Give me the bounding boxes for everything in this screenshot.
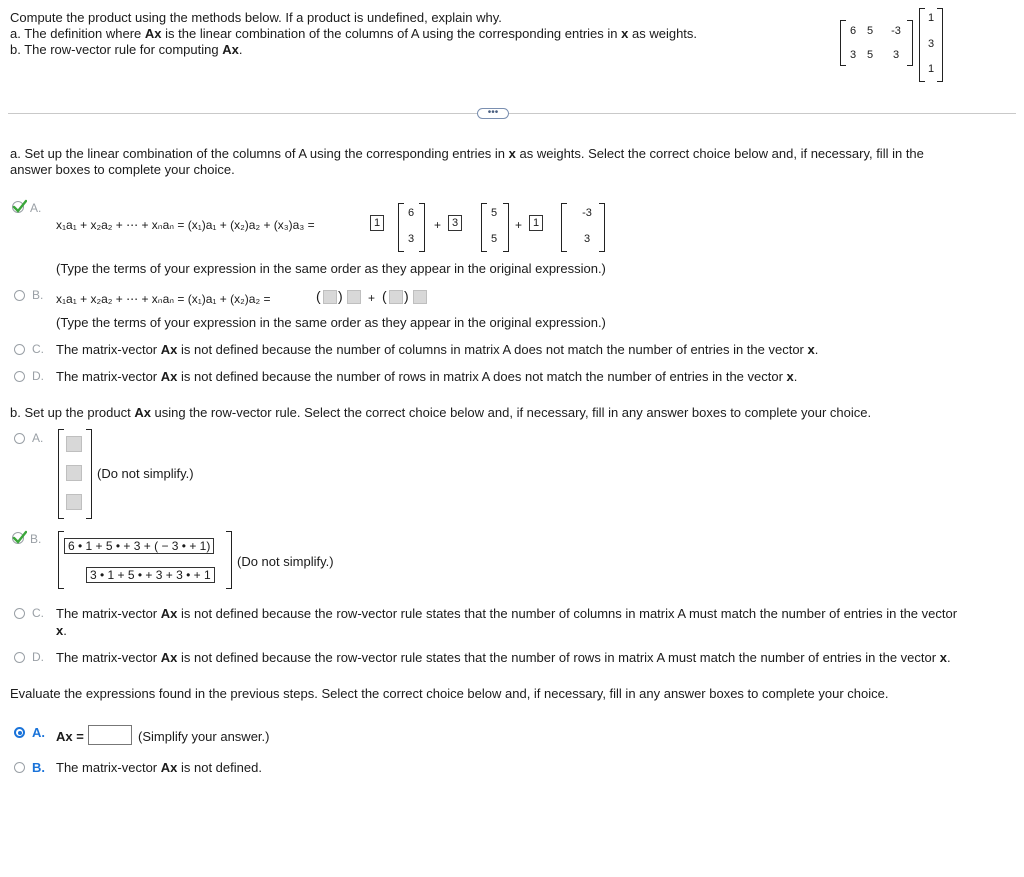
linear-combination-expression: x₁a₁ + x₂a₂ + ⋯ + xₙaₙ = (x₁)a₁ + (x₂)a₂ + (x₃)a₃ = [56,218,315,232]
vector-x-entry: 3 [927,38,935,50]
choice-letter: C. [32,606,44,620]
row-product-2[interactable]: 3 • 1 + 5 • + 3 + 3 • + 1 [86,567,215,583]
check-icon [11,530,27,544]
choice-note: (Do not simplify.) [97,466,194,481]
answer-box-vector[interactable] [413,290,427,304]
row-product-1[interactable]: 6 • 1 + 5 • + 3 + ( − 3 • + 1) [64,538,214,554]
answer-box-weight[interactable] [389,290,403,304]
weight-answer-1[interactable]: 1 [370,215,384,231]
choice-letter: C. [32,342,44,356]
vector-x-entry: 1 [927,63,935,75]
choice-text: The matrix-vector Ax is not defined because the number of rows in matrix A does not match the number of entries in the vector x. [56,369,798,384]
linear-combination-expression: x₁a₁ + x₂a₂ + ⋯ + xₙaₙ = (x₁)a₁ + (x₂)a₂ = [56,292,271,306]
question-part-a-desc: a. The definition where Ax is the linear combination of the columns of A using the corresponding entries in x as weights. [10,26,698,41]
check-icon [11,199,27,213]
answer-box-row[interactable] [66,465,82,481]
weight-answer-3[interactable]: 1 [529,215,543,231]
choice-letter: A. [30,201,42,215]
choice-letter: B. [32,288,44,302]
part-b-prompt: b. Set up the product Ax using the row-vector rule. Select the correct choice below and, if necessary, fill in any answer boxes to complete your choice. [10,405,872,420]
radio-part-a-choice-b[interactable] [14,290,25,301]
choice-letter: A. [32,431,44,445]
column-vector-entry: 3 [583,233,591,245]
column-vector-entry: 5 [490,207,498,219]
matrix-a-cell: 5 [866,25,874,37]
matrix-a-cell: 3 [892,49,900,61]
radio-part-a-choice-d[interactable] [14,371,25,382]
paren-close: ) [404,288,409,304]
choice-letter: D. [32,369,44,383]
choice-letter: D. [32,650,44,664]
plus-sign: + [434,218,442,232]
plus-sign: + [515,218,523,232]
matrix-a-cell: 5 [866,49,874,61]
weight-answer-2[interactable]: 3 [448,215,462,231]
column-vector-entry: 5 [490,233,498,245]
choice-note: (Type the terms of your expression in the same order as they appear in the original expression.) [56,261,606,276]
part-a-prompt: a. Set up the linear combination of the columns of A using the corresponding entries in x as weights. Select the correct choice below and, if necessary, fill in the [10,146,924,161]
section-divider [8,113,1016,114]
choice-text: The matrix-vector Ax is not defined. [56,760,262,775]
choice-note: (Simplify your answer.) [138,729,270,744]
choice-letter: B. [32,760,45,775]
matrix-a-cell: 3 [849,49,857,61]
choice-text: The matrix-vector Ax is not defined because the row-vector rule states that the number of rows in matrix A must match the number of entries in the vector x. [56,650,951,665]
question-part-b-desc: b. The row-vector rule for computing Ax. [10,42,243,57]
paren-open: ( [316,288,321,304]
more-button[interactable]: ••• [477,108,509,119]
ax-label: Ax = [56,729,84,744]
paren-open: ( [382,288,387,304]
answer-box-row[interactable] [66,436,82,452]
radio-part-b-choice-a[interactable] [14,433,25,444]
column-vector-entry: 3 [407,233,415,245]
radio-part-c-choice-b[interactable] [14,762,25,773]
choice-text: The matrix-vector Ax is not defined because the number of columns in matrix A does not match the number of entries in the vector x. [56,342,819,357]
column-vector-entry: 6 [407,207,415,219]
matrix-a-cell: -3 [891,25,901,37]
question-title: Compute the product using the methods below. If a product is undefined, explain why. [10,10,502,25]
answer-box-vector[interactable] [347,290,361,304]
plus-sign: + [368,291,376,305]
choice-letter: A. [32,725,45,740]
choice-letter: B. [30,532,42,546]
answer-box-weight[interactable] [323,290,337,304]
radio-part-a-choice-c[interactable] [14,344,25,355]
radio-part-c-choice-a[interactable] [14,727,25,738]
radio-part-b-choice-d[interactable] [14,652,25,663]
column-vector-entry: -3 [582,207,592,219]
choice-note: (Do not simplify.) [237,554,334,569]
choice-text: The matrix-vector Ax is not defined because the row-vector rule states that the number of columns in matrix A must match the number of entries in the vector [56,606,958,621]
radio-part-b-choice-c[interactable] [14,608,25,619]
choice-text-cont: x. [56,623,67,638]
vector-x-entry: 1 [927,12,935,24]
ax-answer-input[interactable] [88,725,132,745]
matrix-a-cell: 6 [849,25,857,37]
part-a-prompt-cont: answer boxes to complete your choice. [10,162,235,177]
part-c-prompt: Evaluate the expressions found in the previous steps. Select the correct choice below and, if necessary, fill in any answer boxes to complete your choice. [10,686,889,701]
paren-close: ) [338,288,343,304]
answer-box-row[interactable] [66,494,82,510]
choice-note: (Type the terms of your expression in the same order as they appear in the original expression.) [56,315,606,330]
